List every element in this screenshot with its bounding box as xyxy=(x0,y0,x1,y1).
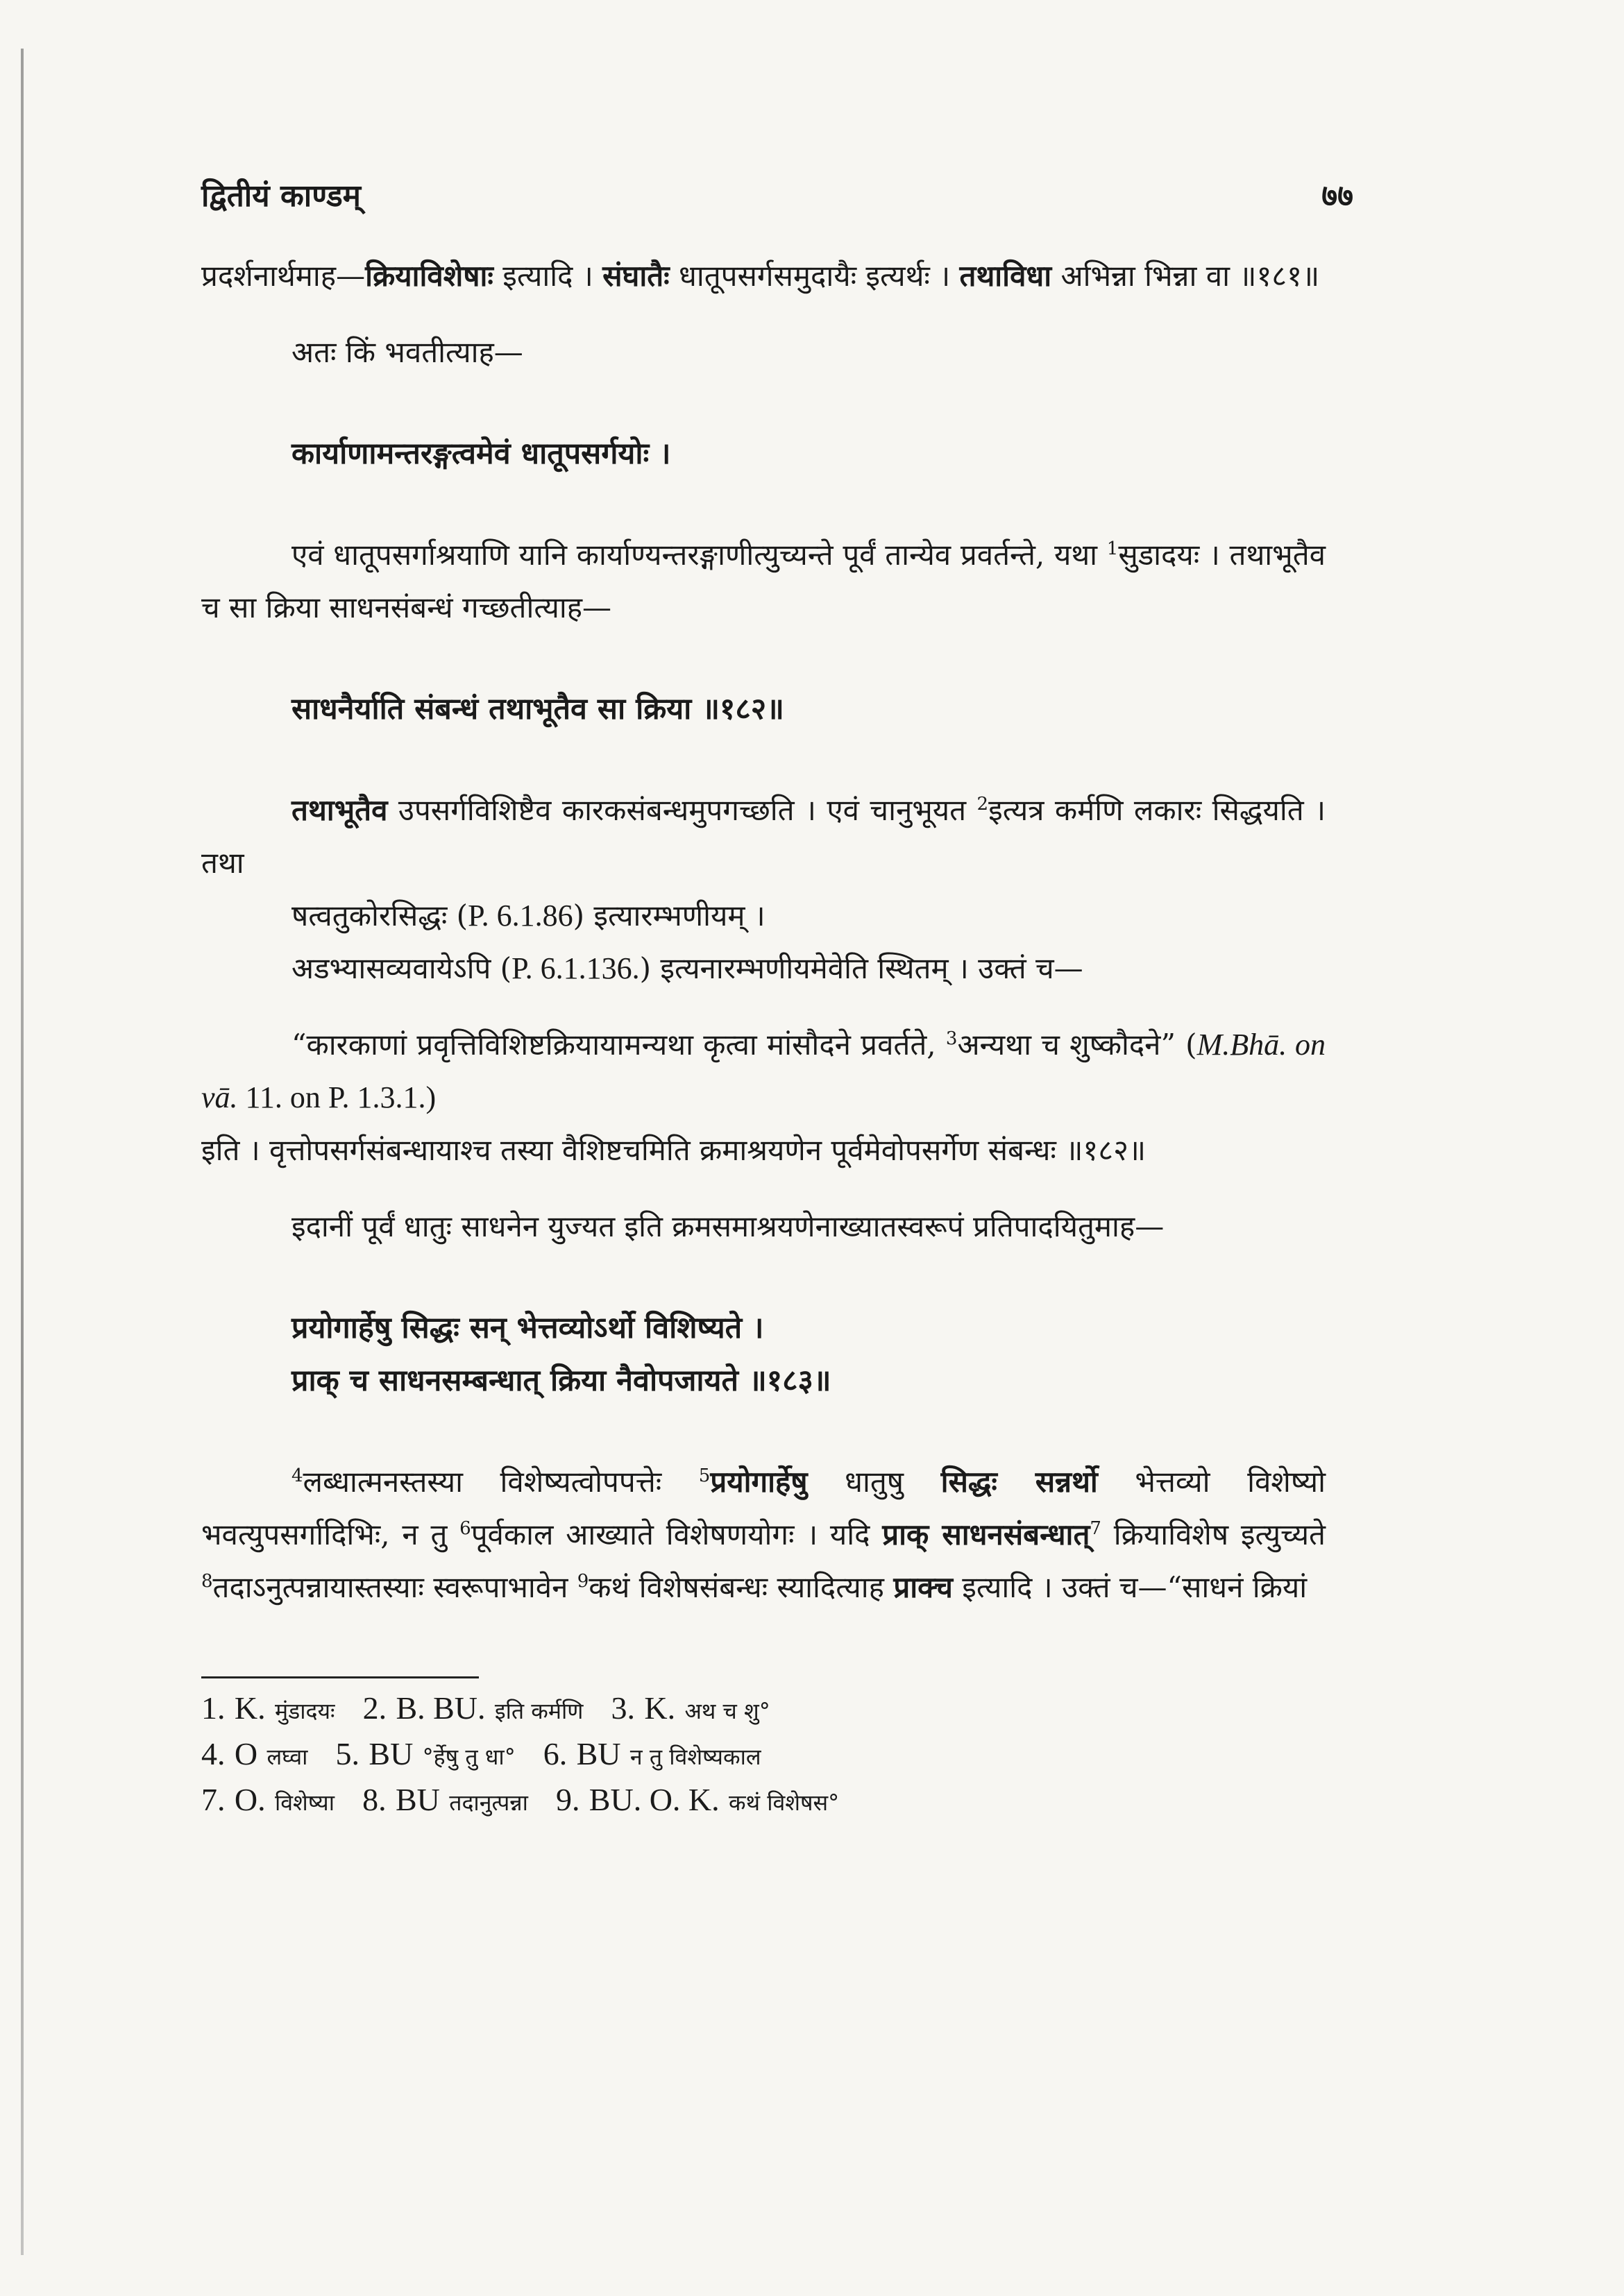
paragraph-9: इदानीं पूर्वं धातुः साधनेन युज्यत इति क्रमसमाश्रयणेनाख्यातस्वरूपं प्रतिपादयितुमाह— xyxy=(291,1209,1165,1243)
footnote-ref-9: 9 xyxy=(577,1571,589,1592)
paragraph-5: षत्वतुकोरसिद्धः (P. 6.1.86) इत्यारम्भणीयम् । xyxy=(291,899,766,933)
footnote-line-3: 7. O. विशेष्या 8. BU तदानुत्पन्ना 9. BU. O. K. कथं विशेषस° xyxy=(201,1782,840,1817)
panini-reference: P. 6.1.86 xyxy=(468,899,573,933)
paragraph-4: तथाभूतैव उपसर्गविशिष्टैव कारकसंबन्धमुपगच्छति । एवं चानुभूयत $^2$इत्यत्र कर्मणि लकारः सिद्धयति । तथा xyxy=(201,793,1326,880)
mahabhashya-citation: M.Bhā. on vā. xyxy=(201,1028,1326,1114)
footnote-ref-5: 5 xyxy=(698,1465,711,1486)
footnote-ref-1: 1 xyxy=(1106,538,1119,559)
karika-verse-3-line-2: प्राक् च साधनसम्बन्धात् क्रिया नैवोपजायते ॥१८३॥ xyxy=(291,1363,831,1398)
footnote-ref-3: 3 xyxy=(945,1028,958,1049)
karika-verse-1: कार्याणामन्तरङ्गत्वमेवं धातूपसर्गयोः । xyxy=(291,436,671,471)
paragraph-3: एवं धातूपसर्गाश्रयाणि यानि कार्याण्यन्तरङ्गाणीत्युच्यन्ते पूर्वं तान्येव प्रवर्तन्ते, यथा $^1$सुडादयः । तथाभूतैव च सा क्रिया साधनसंबन्धं गच्छतीत्याह— xyxy=(201,538,1326,624)
quotation-paragraph: “कारकाणां प्रवृत्तिविशिष्टक्रियायामन्यथा कृत्वा मांसौदने प्रवर्तते, $^3$अन्यथा च शुष्कौदने” (M.Bhā. on vā. 11. on P. 1.3.1.) xyxy=(201,1028,1326,1114)
footnote-ref-4: 4 xyxy=(291,1465,303,1486)
paragraph-8: इति । वृत्तोपसर्गसंबन्धायाश्च तस्या वैशिष्टचमिति क्रमाश्रयणेन पूर्वमेवोपसर्गेण संबन्धः ॥१८२॥ xyxy=(201,1133,1147,1167)
footnote-line-2: 4. O लघ्वा 5. BU °र्हेषु तु धा° 6. BU न तु विशेष्यकाल xyxy=(201,1736,761,1771)
binding-edge-shadow xyxy=(21,49,24,2255)
footnote-ref-7: 7 xyxy=(1090,1518,1101,1539)
footnote-rule xyxy=(201,1676,479,1678)
footnote-ref-2: 2 xyxy=(976,794,989,815)
paragraph-2: अतः किं भवतीत्याह— xyxy=(291,335,523,369)
page-number: ७७ xyxy=(1321,178,1353,214)
footnote-line-1: 1. K. मुंडादयः 2. B. BU. इति कर्मणि 3. K. अथ च शु° xyxy=(201,1690,770,1726)
karika-verse-3-line-1: प्रयोगार्हेषु सिद्धः सन् भेत्तव्योऽर्थो विशिष्यते । xyxy=(291,1311,764,1345)
page-header xyxy=(201,173,1353,229)
panini-reference: P. 6.1.136. xyxy=(511,951,640,985)
book-page xyxy=(201,173,1353,1824)
paragraph-6: अडभ्यासव्यवायेऽपि (P. 6.1.136.) इत्यनारम्भणीयमेवेति स्थितम् । उक्तं च— xyxy=(291,951,1083,985)
karika-verse-3 xyxy=(201,1302,1326,1407)
footnotes xyxy=(201,1676,1326,1824)
footnote-ref-6: 6 xyxy=(459,1518,471,1539)
paragraph-1: प्रदर्शनार्थमाह—क्रियाविशेषाः इत्यादि । संघातैः धातूपसर्गसमुदायैः इत्यर्थः । तथाविधा अभिन्ना भिन्ना वा ॥१८१॥ xyxy=(201,259,1320,293)
karika-verse-2: साधनैर्याति संबन्धं तथाभूतैव सा क्रिया ॥१८२॥ xyxy=(291,692,784,726)
footnote-ref-8: 8 xyxy=(201,1571,213,1592)
paragraph-10: $^4$लब्धात्मनस्तस्या विशेष्यत्वोपपत्तेः $^5$प्रयोगार्हेषु धातुषु सिद्धः सन्नर्थो भेत्तव्यो विशेष्यो भवत्युपसर्गादिभिः, न तु $^6$पूर्वकाल आख्याते विशेषणयोगः । यदि प्राक् साधनसंबन्धात्$^7$ क्रियाविशेष इत्युच्यते $^8$तदाऽनुत्पन्नायास्तस्याः स्वरूपाभावेन $^9$कथं विशेषसंबन्धः स्यादित्याह प्राक्च इत्यादि । उक्तं च—“साधनं क्रियां xyxy=(201,1465,1326,1604)
running-head: द्वितीयं काण्डम् xyxy=(201,178,361,214)
